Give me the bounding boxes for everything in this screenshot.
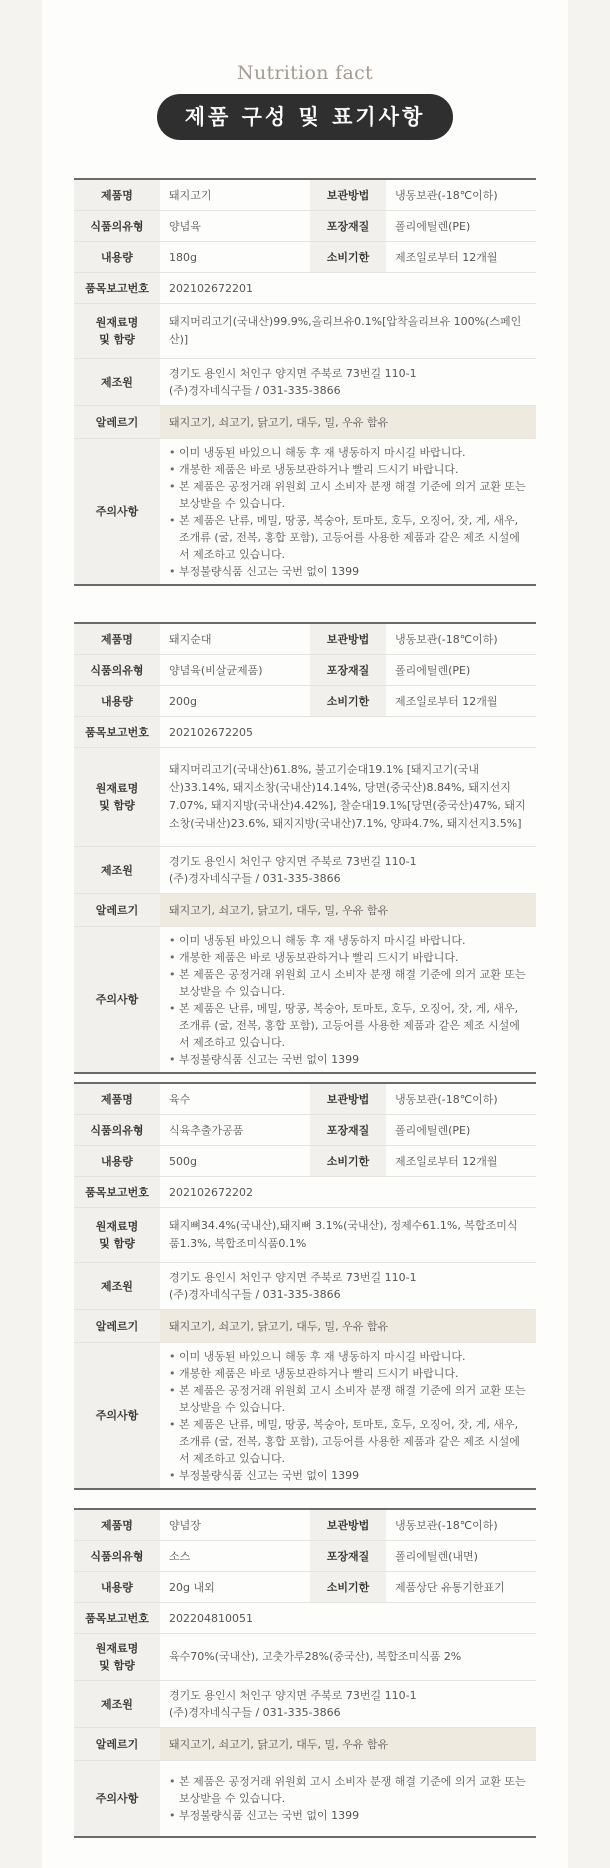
caution-item: • 부정불량식품 신고는 국번 없이 1399 xyxy=(169,1051,527,1068)
product-name-value: 육수 xyxy=(169,1092,191,1106)
expiry-value: 제조일로부터 12개월 xyxy=(395,694,498,708)
product-table xyxy=(74,1082,536,1490)
food-type-value: 소스 xyxy=(169,1549,191,1563)
packaging-material-value: 폴리에틸렌(PE) xyxy=(395,1123,471,1137)
info-row xyxy=(74,1177,536,1208)
food-type-label: 식품의유형 xyxy=(74,655,160,685)
manufacturer-line: 경기도 용인시 처인구 양지면 주북로 73번길 110-1 xyxy=(169,855,417,868)
food-type-label: 식품의유형 xyxy=(74,1541,160,1571)
product-table xyxy=(74,1508,536,1838)
caution-item: • 본 제품은 공정거래 위원회 고시 소비자 분쟁 해결 기준에 의거 교환 또는 보상받을 수 있습니다. xyxy=(169,1773,527,1807)
info-row xyxy=(74,439,536,584)
info-row xyxy=(74,1541,536,1572)
info-row xyxy=(74,1146,536,1177)
packaging-material-label: 포장재질 xyxy=(310,1541,386,1571)
manufacturer-line: (주)경자네식구들 / 031-335-3866 xyxy=(169,1288,341,1301)
caution-label: 주의사항 xyxy=(74,1761,160,1836)
manufacturer-label: 제조원 xyxy=(74,359,160,405)
caution-item: • 이미 냉동된 바있으니 해동 후 재 냉동하지 마시길 바랍니다. xyxy=(169,1348,527,1365)
allergy-value: 돼지고기, 쇠고기, 닭고기, 대두, 밀, 우유 함유 xyxy=(160,894,536,926)
storage-method-value: 냉동보관(-18℃이하) xyxy=(395,1092,498,1106)
expiry-label: 소비기한 xyxy=(310,686,386,716)
ingredients-value: 돼지머리고기(국내산)61.8%, 불고기순대19.1% [돼지고기(국내산)33.14%, 돼지소창(국내산)14.14%, 당면(중국산)8.84%, 돼지선지7.07%, 돼지지방(국내산)4.42%], 찰순대19.1%[당면(중국산)47%, 돼지소창(국내산)23.6%, 돼지지방(국내산)7.1%, 양파4.7%, 돼지선지3.5%] xyxy=(169,763,526,830)
report-number-value: 202102672202 xyxy=(169,1185,253,1199)
caution-item: • 본 제품은 공정거래 위원회 고시 소비자 분쟁 해결 기준에 의거 교환 또는 보상받을 수 있습니다. xyxy=(169,1382,527,1416)
info-row xyxy=(74,927,536,1072)
storage-method-label: 보관방법 xyxy=(310,1084,386,1114)
expiry-label: 소비기한 xyxy=(310,1146,386,1176)
info-row xyxy=(74,1761,536,1836)
info-row xyxy=(74,242,536,273)
food-type-value: 양념육 xyxy=(169,219,201,233)
packaging-material-label: 포장재질 xyxy=(310,211,386,241)
allergy-label: 알레르기 xyxy=(74,1728,160,1760)
caution-item: • 이미 냉동된 바있으니 해동 후 재 냉동하지 마시길 바랍니다. xyxy=(169,932,527,949)
product-name-label: 제품명 xyxy=(74,1084,160,1114)
info-row xyxy=(74,273,536,304)
ingredients-value: 돼지뼈34.4%(국내산),돼지뼈 3.1%(국내산), 정제수61.1%, 복합조미식품1.3%, 복합조미식품0.1% xyxy=(169,1219,518,1250)
report-number-value: 202102672201 xyxy=(169,281,253,295)
expiry-label: 소비기한 xyxy=(310,1572,386,1602)
food-type-value: 양념육(비살균제품) xyxy=(169,663,263,677)
net-volume-label: 내용량 xyxy=(74,686,160,716)
food-type-label: 식품의유형 xyxy=(74,1115,160,1145)
product-name-label: 제품명 xyxy=(74,1510,160,1540)
caution-item: • 개봉한 제품은 바로 냉동보관하거나 빨리 드시기 바랍니다. xyxy=(169,1365,527,1382)
info-row xyxy=(74,211,536,242)
info-row xyxy=(74,655,536,686)
caution-item: • 부정불량식품 신고는 국번 없이 1399 xyxy=(169,563,527,580)
info-row xyxy=(74,1115,536,1146)
caution-item: • 본 제품은 난류, 메밀, 땅콩, 복숭아, 토마토, 호두, 오징어, 잣, 게, 새우, 조개류 (굴, 전복, 홍합 포함), 고등어를 사용한 제품과 같은 제조 시설에서 제조하고 있습니다. xyxy=(169,1416,527,1467)
product-table xyxy=(74,178,536,586)
info-row xyxy=(74,1510,536,1541)
manufacturer-line: 경기도 용인시 처인구 양지면 주북로 73번길 110-1 xyxy=(169,367,417,380)
page-title: 제품 구성 및 표기사항 xyxy=(157,94,453,140)
info-row xyxy=(74,406,536,439)
manufacturer-value xyxy=(160,1681,536,1727)
product-name-value: 양념장 xyxy=(169,1518,201,1532)
caution-label: 주의사항 xyxy=(74,927,160,1072)
net-volume-label: 내용량 xyxy=(74,1146,160,1176)
caution-item: • 본 제품은 공정거래 위원회 고시 소비자 분쟁 해결 기준에 의거 교환 또는 보상받을 수 있습니다. xyxy=(169,478,527,512)
info-row xyxy=(74,1681,536,1728)
manufacturer-line: 경기도 용인시 처인구 양지면 주북로 73번길 110-1 xyxy=(169,1271,417,1284)
info-row xyxy=(74,1343,536,1488)
info-row xyxy=(74,1084,536,1115)
caution-item: • 본 제품은 난류, 메밀, 땅콩, 복숭아, 토마토, 호두, 오징어, 잣, 게, 새우, 조개류 (굴, 전복, 홍합 포함), 고등어를 사용한 제품과 같은 제조 시설에서 제조하고 있습니다. xyxy=(169,512,527,563)
storage-method-label: 보관방법 xyxy=(310,624,386,654)
ingredients-label: 원재료명 및 함량 xyxy=(74,304,160,358)
info-row xyxy=(74,1603,536,1634)
report-number-value: 202204810051 xyxy=(169,1611,253,1625)
ingredients-label: 원재료명 및 함량 xyxy=(74,1634,160,1680)
allergy-value: 돼지고기, 쇠고기, 닭고기, 대두, 밀, 우유 함유 xyxy=(160,1728,536,1760)
caution-label: 주의사항 xyxy=(74,439,160,584)
product-table xyxy=(74,622,536,1074)
net-volume-label: 내용량 xyxy=(74,1572,160,1602)
storage-method-value: 냉동보관(-18℃이하) xyxy=(395,1518,498,1532)
ingredients-label: 원재료명 및 함량 xyxy=(74,748,160,846)
caution-list xyxy=(169,932,527,1068)
storage-method-label: 보관방법 xyxy=(310,180,386,210)
allergy-label: 알레르기 xyxy=(74,406,160,438)
report-number-label: 품목보고번호 xyxy=(74,273,160,303)
packaging-material-value: 폴리에틸렌(PE) xyxy=(395,663,471,677)
storage-method-value: 냉동보관(-18℃이하) xyxy=(395,188,498,202)
allergy-value: 돼지고기, 쇠고기, 닭고기, 대두, 밀, 우유 함유 xyxy=(160,406,536,438)
packaging-material-value: 폴리에틸렌(내면) xyxy=(395,1549,478,1563)
caution-value xyxy=(160,1343,536,1488)
info-row xyxy=(74,847,536,894)
page-header xyxy=(42,62,568,140)
info-row xyxy=(74,894,536,927)
manufacturer-value xyxy=(160,359,536,405)
net-volume-value: 20g 내외 xyxy=(169,1580,215,1594)
caution-item: • 본 제품은 난류, 메밀, 땅콩, 복숭아, 토마토, 호두, 오징어, 잣, 게, 새우, 조개류 (굴, 전복, 홍합 포함), 고등어를 사용한 제품과 같은 제조 시설에서 제조하고 있습니다. xyxy=(169,1000,527,1051)
caution-item: • 개봉한 제품은 바로 냉동보관하거나 빨리 드시기 바랍니다. xyxy=(169,461,527,478)
net-volume-value: 500g xyxy=(169,1154,197,1168)
info-row xyxy=(74,180,536,211)
expiry-label: 소비기한 xyxy=(310,242,386,272)
info-row xyxy=(74,1208,536,1263)
caution-item: • 부정불량식품 신고는 국번 없이 1399 xyxy=(169,1807,527,1824)
food-type-label: 식품의유형 xyxy=(74,211,160,241)
caution-value xyxy=(160,1761,536,1836)
caution-value xyxy=(160,927,536,1072)
info-row xyxy=(74,304,536,359)
manufacturer-line: 경기도 용인시 처인구 양지면 주북로 73번길 110-1 xyxy=(169,1689,417,1702)
expiry-value: 제조일로부터 12개월 xyxy=(395,250,498,264)
allergy-value: 돼지고기, 쇠고기, 닭고기, 대두, 밀, 우유 함유 xyxy=(160,1310,536,1342)
manufacturer-value xyxy=(160,847,536,893)
caution-value xyxy=(160,439,536,584)
info-row xyxy=(74,748,536,847)
section-eyebrow: Nutrition fact xyxy=(237,62,373,84)
packaging-material-label: 포장재질 xyxy=(310,655,386,685)
manufacturer-line: (주)경자네식구들 / 031-335-3866 xyxy=(169,872,341,885)
packaging-material-label: 포장재질 xyxy=(310,1115,386,1145)
allergy-label: 알레르기 xyxy=(74,1310,160,1342)
caution-list xyxy=(169,1773,527,1824)
manufacturer-line: (주)경자네식구들 / 031-335-3866 xyxy=(169,1706,341,1719)
food-type-value: 식육추출가공품 xyxy=(169,1123,244,1137)
info-row xyxy=(74,686,536,717)
caution-list xyxy=(169,1348,527,1484)
manufacturer-label: 제조원 xyxy=(74,847,160,893)
info-row xyxy=(74,624,536,655)
packaging-material-value: 폴리에틸렌(PE) xyxy=(395,219,471,233)
caution-item: • 부정불량식품 신고는 국번 없이 1399 xyxy=(169,1467,527,1484)
nutrition-page xyxy=(42,0,568,1868)
report-number-label: 품목보고번호 xyxy=(74,1177,160,1207)
caution-item: • 이미 냉동된 바있으니 해동 후 재 냉동하지 마시길 바랍니다. xyxy=(169,444,527,461)
manufacturer-line: (주)경자네식구들 / 031-335-3866 xyxy=(169,384,341,397)
info-row xyxy=(74,359,536,406)
net-volume-label: 내용량 xyxy=(74,242,160,272)
manufacturer-label: 제조원 xyxy=(74,1263,160,1309)
info-row xyxy=(74,1634,536,1681)
report-number-label: 품목보고번호 xyxy=(74,717,160,747)
storage-method-label: 보관방법 xyxy=(310,1510,386,1540)
net-volume-value: 200g xyxy=(169,694,197,708)
report-number-label: 품목보고번호 xyxy=(74,1603,160,1633)
caution-label: 주의사항 xyxy=(74,1343,160,1488)
expiry-value: 제품상단 유통기한표기 xyxy=(395,1580,505,1594)
caution-item: • 개봉한 제품은 바로 냉동보관하거나 빨리 드시기 바랍니다. xyxy=(169,949,527,966)
allergy-label: 알레르기 xyxy=(74,894,160,926)
caution-item: • 본 제품은 공정거래 위원회 고시 소비자 분쟁 해결 기준에 의거 교환 또는 보상받을 수 있습니다. xyxy=(169,966,527,1000)
ingredients-value: 돼지머리고기(국내산)99.9%,올리브유0.1%[압착올리브유 100%(스페인산)] xyxy=(169,315,522,346)
product-name-value: 돼지고기 xyxy=(169,188,212,202)
caution-list xyxy=(169,444,527,580)
info-row xyxy=(74,1572,536,1603)
manufacturer-label: 제조원 xyxy=(74,1681,160,1727)
product-name-value: 돼지순대 xyxy=(169,632,212,646)
product-name-label: 제품명 xyxy=(74,180,160,210)
expiry-value: 제조일로부터 12개월 xyxy=(395,1154,498,1168)
storage-method-value: 냉동보관(-18℃이하) xyxy=(395,632,498,646)
info-row xyxy=(74,1263,536,1310)
report-number-value: 202102672205 xyxy=(169,725,253,739)
info-row xyxy=(74,1310,536,1343)
manufacturer-value xyxy=(160,1263,536,1309)
net-volume-value: 180g xyxy=(169,250,197,264)
info-row xyxy=(74,717,536,748)
product-name-label: 제품명 xyxy=(74,624,160,654)
info-row xyxy=(74,1728,536,1761)
ingredients-label: 원재료명 및 함량 xyxy=(74,1208,160,1262)
ingredients-value: 육수70%(국내산), 고춧가루28%(중국산), 복합조미식품 2% xyxy=(169,1650,462,1663)
